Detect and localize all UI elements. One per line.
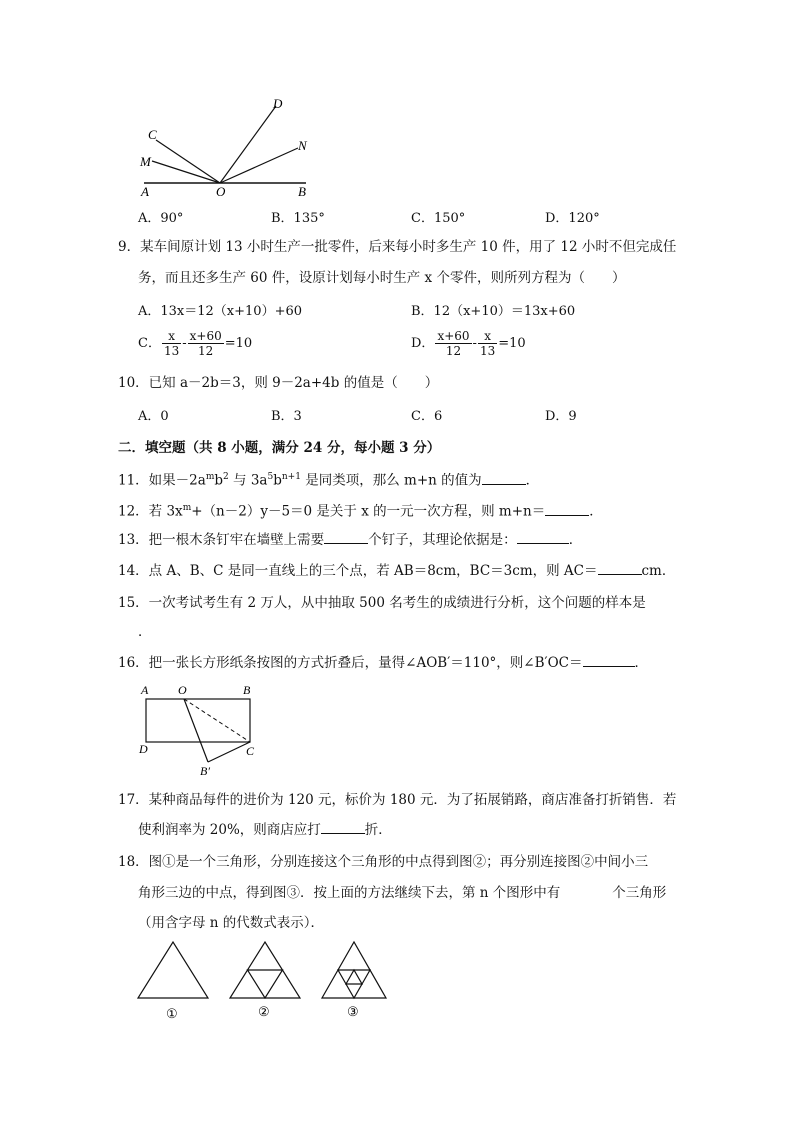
q8-option-c[interactable]: C．150° [411, 211, 466, 226]
ray-om [152, 161, 220, 183]
q9-option-a[interactable]: A．13x＝12（x+10）+60 [138, 304, 303, 319]
label-c: C [148, 127, 157, 142]
fraction: $\frac{x+60}{12}$ [437, 329, 470, 358]
q14: 14．点 A、B、C 是同一直线上的三个点，若 AB＝8cm，BC＝3cm，则 AC＝ cm． [118, 563, 676, 579]
section-heading: 二．填空题（共 8 小题，满分 24 分，每小题 3 分） [118, 440, 441, 456]
fraction: $\frac{x}{13}$ [163, 329, 180, 358]
fraction: $\frac{x}{13}$ [479, 329, 496, 358]
q17-line2: 使利润率为 20%，则商店应打 折． [138, 822, 392, 838]
label-n: N [298, 138, 307, 153]
q12: 12．若 $3x^m+(n-2)y-5=0$ 是关于 x 的一元一次方程，则 m+n＝ ． [118, 503, 603, 520]
answer-blank[interactable] [517, 530, 569, 544]
label-c: C [246, 744, 255, 758]
q9-option-b[interactable]: B．12（x+10）＝13x+60 [411, 304, 576, 319]
q18-line2: 角形三边的中点，得到图③．按上面的方法继续下去，第 n 个图形中有 个三角形 [138, 885, 667, 901]
q18-line1: 18．图①是一个三角形，分别连接这个三角形的中点得到图②；再分别连接图②中间小三 [118, 854, 649, 870]
q16: 16．把一张长方形纸条按图的方式折叠后，量得∠AOB′＝110°，则∠B′OC＝ ． [118, 655, 649, 671]
q9-stem-line1: 9．某车间原计划 13 小时生产一批零件，后来每小时多生产 10 件，用了 12 小时不但完成任 [118, 239, 677, 255]
q9-option-d[interactable]: D． $\frac{x+60}{12}$ - $\frac{x}{13}$ =10 [411, 329, 526, 358]
label-b: B [243, 683, 251, 697]
ray-on [220, 148, 298, 183]
q17-line1: 17．某种商品每件的进价为 120 元，标价为 180 元．为了拓展销路，商店准备打折销售．若 [118, 792, 677, 808]
q10-option-a[interactable]: A．0 [138, 409, 169, 424]
q10-option-c[interactable]: C．6 [411, 409, 443, 424]
q10-option-b[interactable]: B．3 [271, 409, 302, 424]
label-a: A [141, 184, 149, 199]
label-d: D [139, 742, 148, 756]
q8-option-a[interactable]: A．90° [138, 211, 184, 226]
figure-label-1: ① [166, 1006, 178, 1021]
label-b-prime: B′ [200, 764, 210, 778]
triangle-1-outer [138, 942, 208, 998]
q8-option-d[interactable]: D．120° [545, 211, 600, 226]
q10-option-d[interactable]: D．9 [545, 409, 577, 424]
q10-stem: 10．已知 a－2b＝3，则 9－2a+4b 的值是（ ） [118, 375, 439, 391]
triangle-2-inner [248, 970, 283, 998]
label-d: D [273, 96, 283, 111]
answer-blank[interactable] [583, 653, 635, 667]
ray-od [220, 106, 276, 183]
answer-blank[interactable] [482, 471, 526, 485]
triangle-figures [132, 938, 392, 1024]
triangle-3-inner [346, 970, 362, 984]
label-b: B [298, 184, 306, 199]
label-m: M [140, 154, 151, 169]
q8-option-b[interactable]: B．135° [271, 211, 325, 226]
fraction: $\frac{x+60}{12}$ [189, 329, 222, 358]
q9-option-c[interactable]: C． $\frac{x}{13}$ - $\frac{x+60}{12}$ =10 [138, 329, 253, 358]
label-o: O [216, 184, 226, 199]
q18-line3: （用含字母 n 的代数式表示）． [138, 915, 325, 931]
fold-ob2 [184, 699, 208, 762]
fold-figure [136, 682, 266, 778]
answer-blank[interactable] [545, 502, 589, 516]
answer-blank[interactable] [321, 820, 365, 834]
option-d-prefix: D． [411, 336, 435, 351]
option-c-prefix: C． [138, 336, 161, 351]
answer-blank[interactable] [324, 530, 368, 544]
q15-line2: ． [138, 624, 152, 640]
q11: 11．如果$-2a^mb^2$ 与 $3a^5b^{n+1}$ 是同类项，那么 m+n 的值为 ． [118, 472, 540, 489]
fold-oc-dashed [184, 699, 250, 742]
q15-line1: 15．一次考试考生有 2 万人，从中抽取 500 名考生的成绩进行分析，这个问题的样本是 [118, 595, 646, 611]
answer-blank[interactable] [598, 561, 642, 575]
ray-oc [156, 140, 220, 183]
angle-figure [136, 94, 316, 200]
q9-stem-line2: 务，而且还多生产 60 件，设原计划每小时生产 x 个零件，则所列方程为（ ） [138, 270, 626, 286]
q13: 13．把一根木条钉牢在墙壁上需要 个钉子，其理论依据是： ． [118, 532, 583, 548]
fold-b2c [208, 742, 250, 762]
label-a: A [141, 683, 149, 697]
figure-label-3: ③ [347, 1004, 359, 1019]
figure-label-2: ② [258, 1004, 270, 1019]
label-o: O [178, 683, 187, 697]
